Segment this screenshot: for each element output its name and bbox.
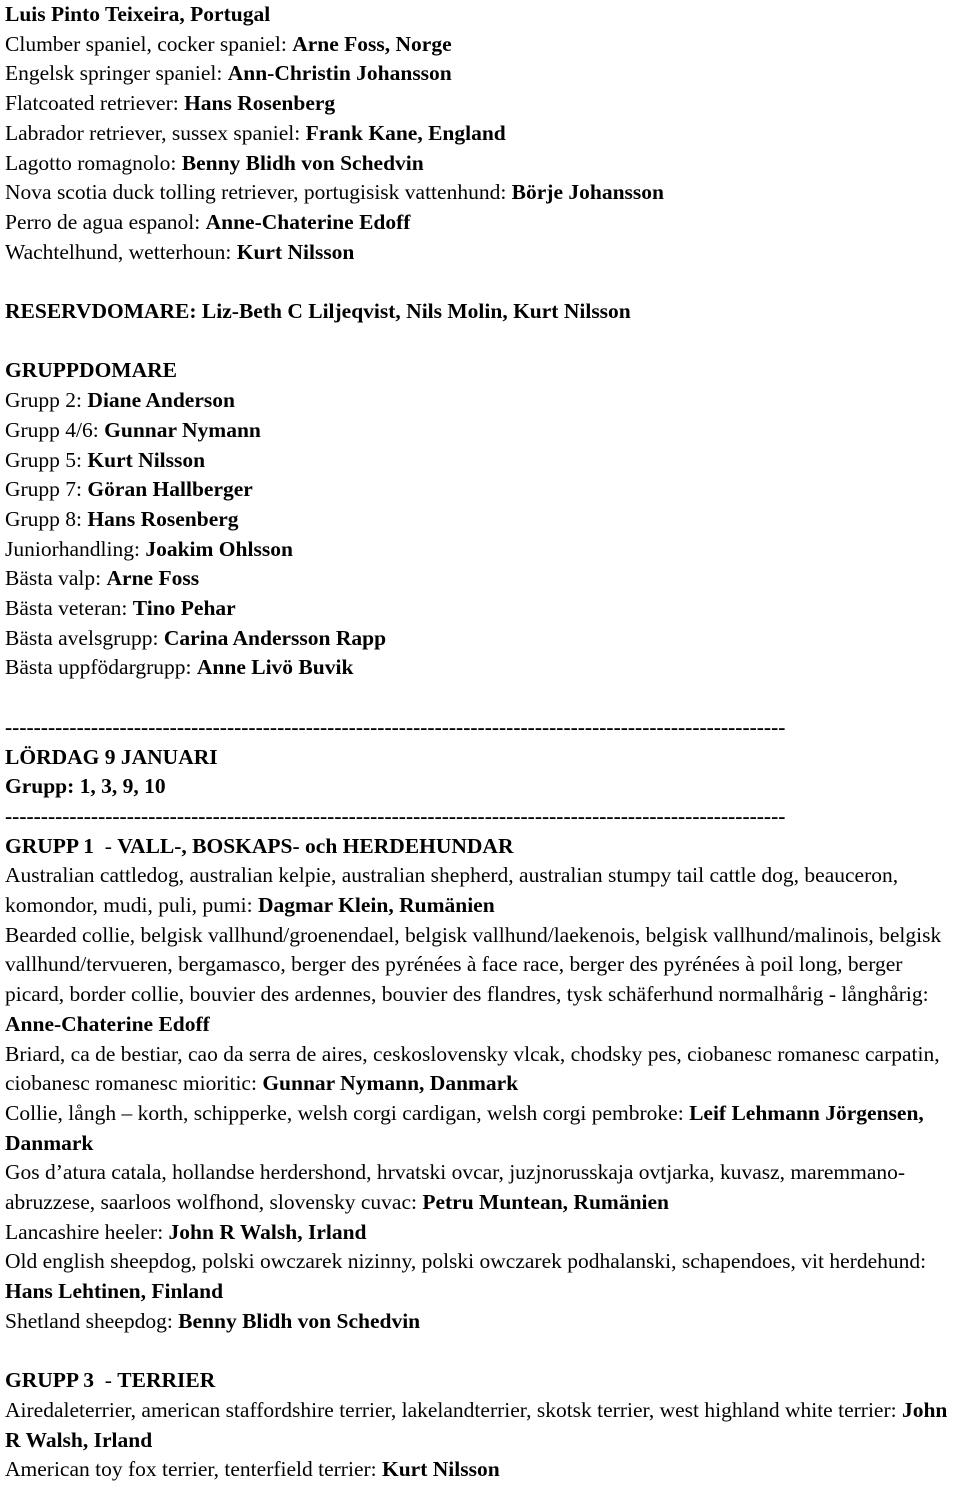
judge-name: Tino Pehar — [132, 596, 236, 621]
group-label: Grupp 8: — [5, 506, 88, 531]
breed-line — [5, 89, 956, 119]
reserve-judges: RESERVDOMARE: Liz-Beth C Liljeqvist, Nils Molin, Kurt Nilsson — [5, 299, 631, 324]
judge-name: Börje Johansson — [511, 180, 664, 205]
group1-entries — [5, 861, 956, 1336]
spacer — [5, 267, 956, 297]
breed-entry — [5, 1396, 956, 1455]
group-judge-line — [5, 535, 956, 565]
judge-name: Hans Rosenberg — [184, 91, 336, 116]
breed-text: Nova scotia duck tolling retriever, portugisisk vattenhund: — [5, 180, 512, 205]
breed-line — [5, 149, 956, 179]
spacer — [5, 327, 956, 357]
group-judge-line — [5, 653, 956, 683]
group-label: Grupp 2: — [5, 388, 88, 413]
breed-text: Flatcoated retriever: — [5, 91, 185, 116]
breed-entry — [5, 921, 956, 1040]
judge-name: Dagmar Klein, Rumänien — [257, 893, 495, 918]
judge-name: Leif Lehmann Jörgensen, Danmark — [5, 1100, 924, 1155]
heading-dash: - — [93, 833, 118, 858]
breed-text: Old english sheepdog, polski owczarek nizinny, polski owczarek podhalanski, schapendoes, vit herdehund: — [5, 1249, 927, 1274]
judge-name: Anne-Chaterine Edoff — [205, 209, 411, 234]
spacer — [5, 1337, 956, 1367]
judge-name: Anne Livö Buvik — [196, 655, 354, 680]
group-label: Bästa avelsgrupp: — [5, 625, 164, 650]
group-judge-line — [5, 594, 956, 624]
group-judge-line — [5, 624, 956, 654]
group-judges-heading: GRUPPDOMARE — [5, 358, 177, 383]
group-judge-line — [5, 475, 956, 505]
group-label: Bästa uppfödargrupp: — [5, 655, 197, 680]
breed-text: Gos d’atura catala, hollandse herdershond, hrvatski ovcar, juzjnorusskaja ovtjarka, kuvasz, maremmano-abruzzese, saarloos wolfhond, slovensky cuvac: — [5, 1160, 906, 1215]
group3-heading — [5, 1366, 956, 1396]
group-judge-line — [5, 386, 956, 416]
separator-line: ------------------------------------------------------------------------------------------------------------- — [5, 714, 786, 739]
judge-name: Ann-Christin Johansson — [227, 61, 452, 86]
breed-text: Lancashire heeler: — [5, 1219, 169, 1244]
judge-name: Frank Kane, England — [305, 120, 506, 145]
group-name: VALL-, BOSKAPS- och HERDEHUNDAR — [117, 833, 514, 858]
breed-line — [5, 178, 956, 208]
group1-heading — [5, 832, 956, 862]
breed-entry — [5, 1247, 956, 1306]
separator-line: ------------------------------------------------------------------------------------------------------------- — [5, 803, 786, 828]
breed-entry — [5, 1218, 956, 1248]
judge-name: Göran Hallberger — [87, 477, 253, 502]
judge-name: Kurt Nilsson — [382, 1457, 500, 1482]
group-number: GRUPP 1 — [5, 833, 94, 858]
group-judge-line — [5, 564, 956, 594]
breed-line — [5, 208, 956, 238]
group-number: GRUPP 3 — [5, 1368, 94, 1393]
breed-entry — [5, 1158, 956, 1217]
breed-text: Australian cattledog, australian kelpie, australian shepherd, australian stumpy tail cattle dog, beauceron, komondor, mudi, puli, pumi: — [5, 863, 899, 918]
breed-text: Airedaleterrier, american staffordshire terrier, lakelandterrier, skotsk terrier, west highland white terrier: — [5, 1397, 902, 1422]
group3-entries — [5, 1396, 956, 1485]
group-judge-line — [5, 446, 956, 476]
day-heading: LÖRDAG 9 JANUARI — [5, 744, 218, 769]
group-label: Grupp 4/6: — [5, 417, 105, 442]
breed-line — [5, 59, 956, 89]
breed-text: Engelsk springer spaniel: — [5, 61, 228, 86]
group-judges-list — [5, 386, 956, 683]
group-label: Grupp 7: — [5, 477, 88, 502]
breed-text: Lagotto romagnolo: — [5, 150, 182, 175]
judge-name: Petru Muntean, Rumänien — [422, 1190, 669, 1215]
breed-line — [5, 30, 956, 60]
breed-text: American toy fox terrier, tenterfield terrier: — [5, 1457, 382, 1482]
judge-heading: Luis Pinto Teixeira, Portugal — [5, 2, 271, 26]
group-label: Bästa valp: — [5, 566, 107, 591]
breed-line — [5, 119, 956, 149]
judge-name: John R Walsh, Irland — [168, 1219, 367, 1244]
judge-name: Hans Rosenberg — [87, 506, 239, 531]
day-groups: Grupp: 1, 3, 9, 10 — [5, 774, 166, 799]
breed-text: Clumber spaniel, cocker spaniel: — [5, 31, 293, 56]
judge-name: Benny Blidh von Schedvin — [178, 1308, 421, 1333]
judge-name: Joakim Ohlsson — [145, 536, 293, 561]
judge-name: Anne-Chaterine Edoff — [5, 1011, 210, 1036]
first-block — [5, 30, 956, 268]
group-judge-line — [5, 416, 956, 446]
judge-name: John R Walsh, Irland — [5, 1397, 948, 1452]
heading-dash: - — [93, 1368, 118, 1393]
breed-text: Collie, långh – korth, schipperke, welsh corgi cardigan, welsh corgi pembroke: — [5, 1100, 690, 1125]
breed-entry — [5, 1040, 956, 1099]
breed-entry — [5, 1307, 956, 1337]
judge-name: Arne Foss, Norge — [292, 31, 452, 56]
group-label: Bästa veteran: — [5, 596, 133, 621]
breed-text: Shetland sheepdog: — [5, 1308, 179, 1333]
breed-line — [5, 238, 956, 268]
group-label: Juniorhandling: — [5, 536, 146, 561]
judge-name: Hans Lehtinen, Finland — [5, 1279, 224, 1304]
breed-entry — [5, 861, 956, 920]
judge-name: Gunnar Nymann — [104, 417, 261, 442]
judge-name: Kurt Nilsson — [87, 447, 206, 472]
breed-text: Wachtelhund, wetterhoun: — [5, 239, 237, 264]
group-label: Grupp 5: — [5, 447, 88, 472]
group-name: TERRIER — [117, 1368, 216, 1393]
breed-text: Perro de agua espanol: — [5, 209, 206, 234]
breed-text: Bearded collie, belgisk vallhund/groenendael, belgisk vallhund/laekenois, belgisk vallhund/malinois, belgisk vallhund/tervueren, bergamasco, berger des pyrénées à face race, berger des pyrénées à poil long, berger picard, border collie, bouvier des ardennes, bouvier des flandres, tysk schäferhund normalhårig - långhårig: — [5, 922, 942, 1007]
judge-name: Diane Anderson — [87, 388, 235, 413]
judge-name: Arne Foss — [106, 566, 200, 591]
breed-text: Briard, ca de bestiar, cao da serra de aires, ceskoslovensky vlcak, chodsky pes, ciobanesc romanesc carpatin, ciobanesc romanesc mioritic: — [5, 1041, 940, 1096]
judge-name: Benny Blidh von Schedvin — [181, 150, 424, 175]
judge-name: Gunnar Nymann, Danmark — [262, 1071, 519, 1096]
breed-entry — [5, 1099, 956, 1158]
judge-name: Kurt Nilsson — [236, 239, 355, 264]
judge-name: Carina Andersson Rapp — [163, 625, 387, 650]
breed-entry — [5, 1455, 956, 1485]
breed-text: Labrador retriever, sussex spaniel: — [5, 120, 306, 145]
group-judge-line — [5, 505, 956, 535]
spacer — [5, 683, 956, 713]
